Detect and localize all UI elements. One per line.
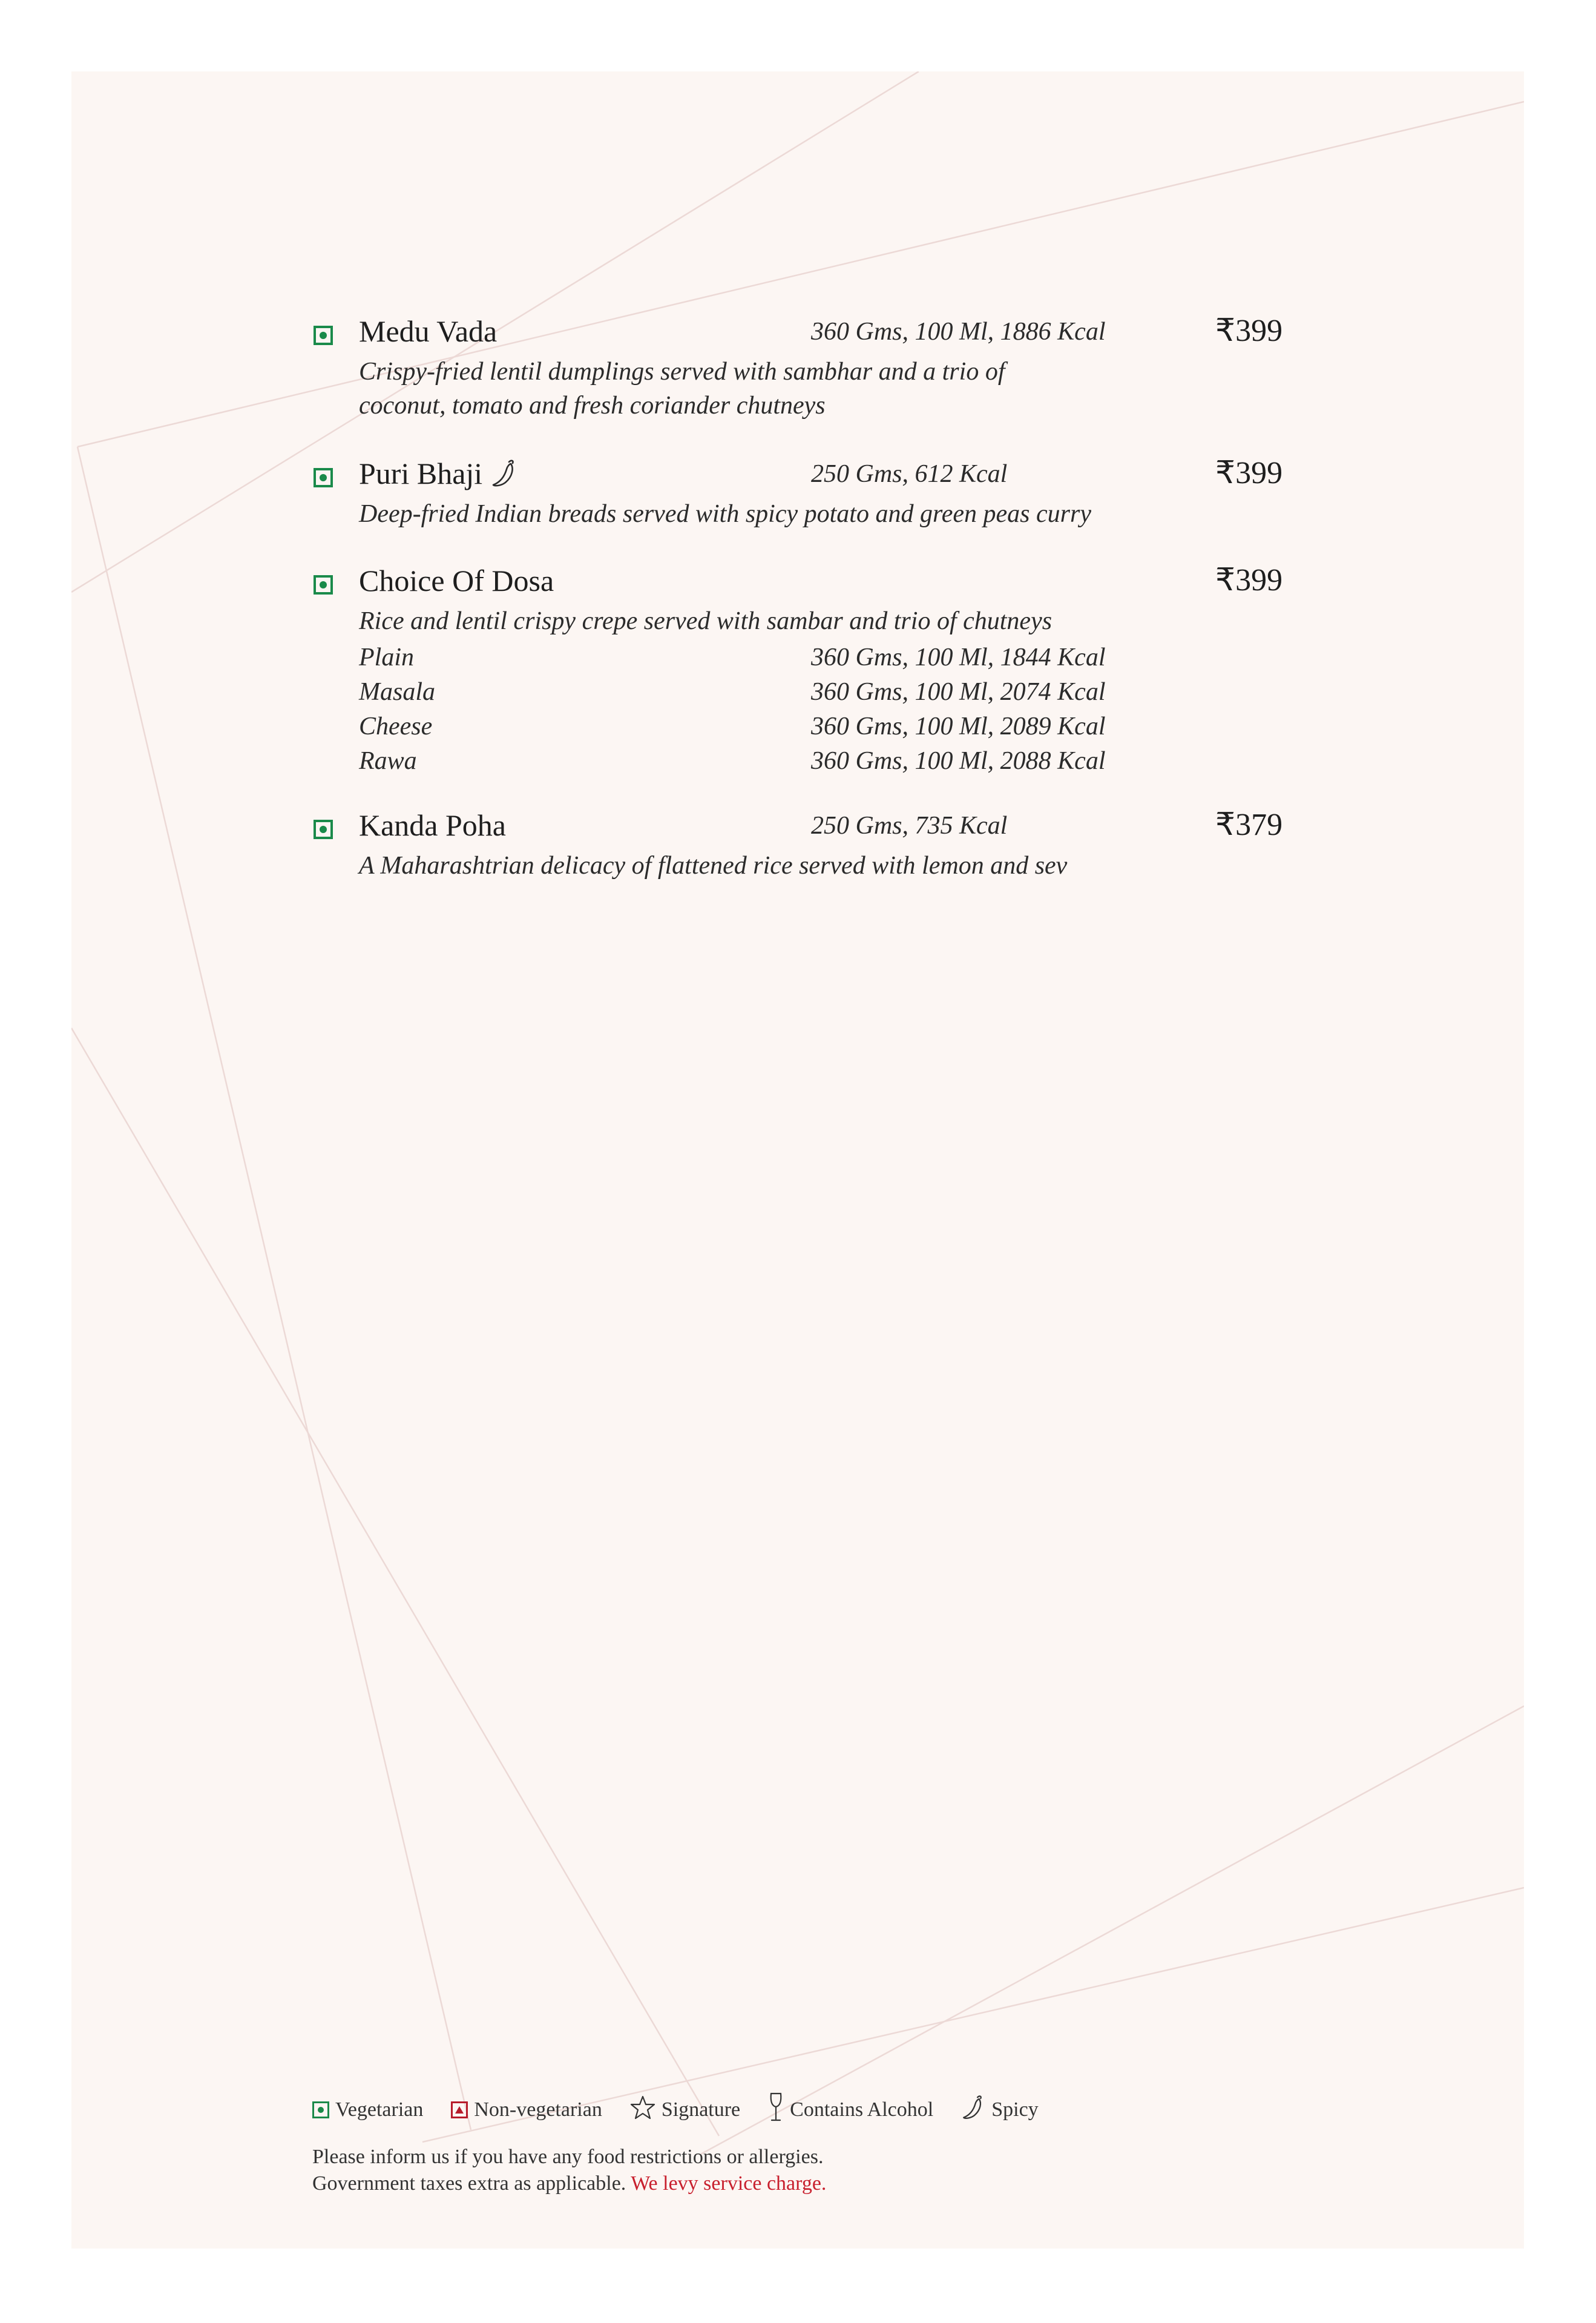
item-description-line: Deep-fried Indian breads served with spicy potato and green peas curry [359,500,1091,528]
dosa-variant-masala: Masala [359,678,435,706]
item-description [359,604,1052,638]
item-price: ₹399 [1215,314,1283,348]
legend-non-vegetarian [451,2098,602,2121]
item-description-line: A Maharashtrian delicacy of flattened rice served with lemon and sev [359,852,1068,880]
item-price: ₹399 [1215,563,1283,598]
item-description-line: coconut, tomato and fresh coriander chutneys [359,392,826,420]
item-name: Kanda Poha [359,808,506,842]
legend-label: Spicy [991,2098,1039,2121]
item-description [359,355,1005,423]
item-spec: 250 Gms, 735 Kcal [811,812,1008,840]
veg-icon [314,326,333,345]
item-name-wrap [359,456,517,496]
dosa-variant-plain: Plain [359,644,414,671]
dosa-variant-spec: 360 Gms, 100 Ml, 2074 Kcal [811,678,1106,706]
dosa-variant-spec: 360 Gms, 100 Ml, 2088 Kcal [811,747,1106,775]
menu-page [71,71,1524,2249]
star-icon [630,2095,655,2126]
legend-signature [630,2095,740,2126]
item-price: ₹379 [1215,808,1283,842]
chili-icon [491,458,517,496]
dosa-variant-cheese: Cheese [359,713,433,740]
item-description [359,497,1091,531]
item-name: Medu Vada [359,314,498,348]
legend-label: Contains Alcohol [790,2098,934,2121]
legend-contains-alcohol [768,2092,933,2128]
item-price: ₹399 [1215,456,1283,490]
item-description-line: Rice and lentil crispy crepe served with sambar and trio of chutneys [359,607,1053,635]
item-name: Puri Bhaji [359,456,483,490]
tax-note [312,2172,826,2195]
veg-icon [314,575,333,595]
dosa-variant-rawa: Rawa [359,747,417,775]
dosa-variant-spec: 360 Gms, 100 Ml, 2089 Kcal [811,713,1106,740]
item-spec: 360 Gms, 100 Ml, 1886 Kcal [811,318,1106,346]
item-description [359,849,1067,883]
wine-glass-icon [768,2092,784,2128]
veg-icon [314,820,333,839]
dosa-variant-spec: 360 Gms, 100 Ml, 1844 Kcal [811,644,1106,671]
legend-label: Vegetarian [335,2098,424,2121]
legend-vegetarian [312,2098,423,2121]
chili-icon [961,2094,985,2126]
legend-label: Non-vegetarian [474,2098,602,2121]
service-charge-note: We levy service charge. [631,2172,827,2195]
tax-note-text: Government taxes extra as applicable. [312,2172,626,2195]
item-spec: 250 Gms, 612 Kcal [811,460,1008,488]
legend-label: Signature [661,2098,741,2121]
nonveg-icon [451,2101,468,2118]
veg-icon [314,468,333,487]
allergy-note: Please inform us if you have any food restrictions or allergies. [312,2146,824,2168]
item-name: Choice Of Dosa [359,564,554,598]
veg-icon [312,2101,329,2118]
legend-spicy [961,2094,1038,2126]
legend [312,2095,1066,2125]
item-description-line: Crispy-fried lentil dumplings served with sambhar and a trio of [359,358,1005,386]
